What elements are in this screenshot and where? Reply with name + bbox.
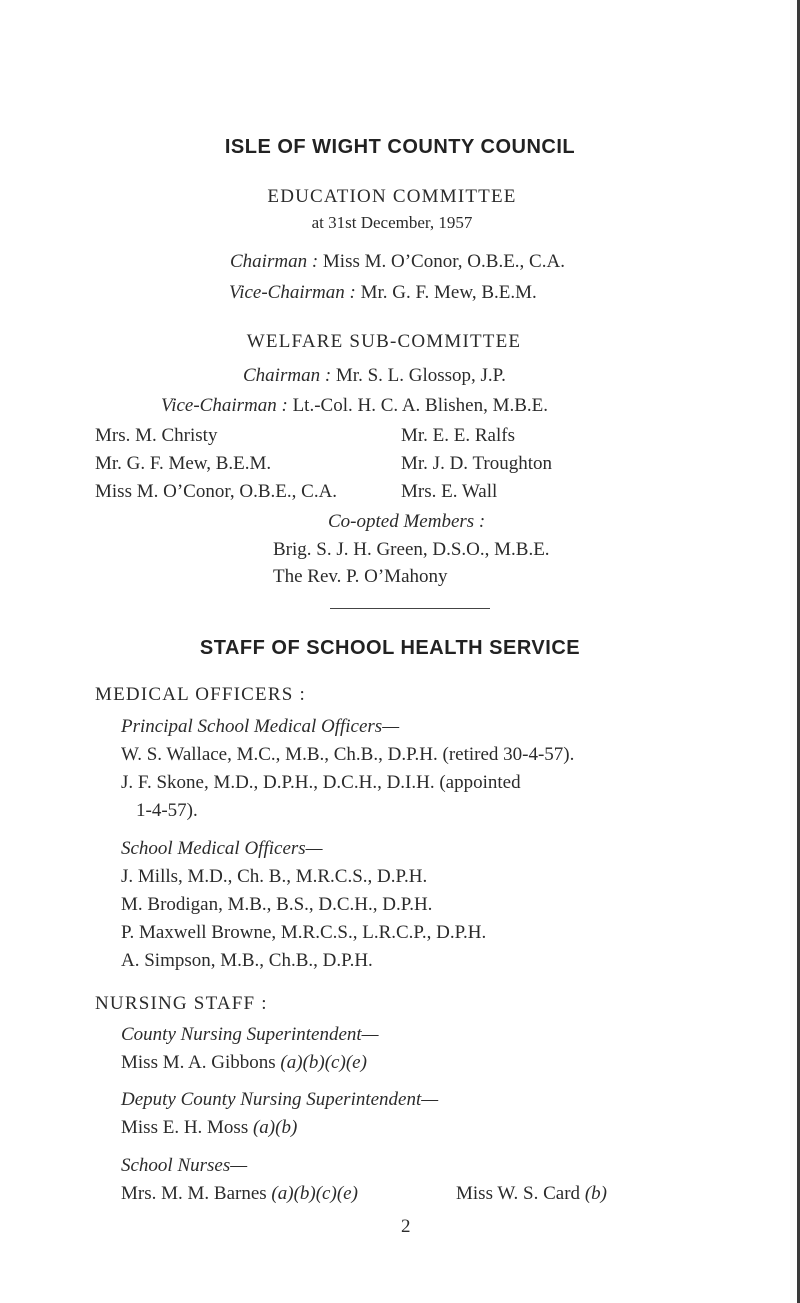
nurse-1-qualifications: (a)(b)(c)(e) bbox=[271, 1183, 358, 1204]
dcns-line bbox=[121, 1117, 297, 1139]
smo-2: M. Brodigan, M.B., B.S., D.C.H., D.P.H. bbox=[121, 894, 433, 915]
cns-line bbox=[121, 1052, 367, 1074]
principal-label: Principal School Medical Officers— bbox=[121, 716, 400, 737]
chairman-line bbox=[230, 251, 565, 273]
dcns-name: Miss E. H. Moss bbox=[121, 1117, 249, 1138]
welfare-chairman-label: Chairman : bbox=[243, 365, 332, 386]
nurse-2-qualifications: (b) bbox=[584, 1183, 607, 1204]
council-title: ISLE OF WIGHT COUNTY COUNCIL bbox=[224, 136, 576, 158]
member-right-2: Mr. J. D. Troughton bbox=[401, 453, 552, 474]
nurse-1-line bbox=[121, 1183, 358, 1205]
staff-title: STAFF OF SCHOOL HEALTH SERVICE bbox=[199, 637, 581, 659]
vice-chairman-line bbox=[229, 282, 537, 304]
principal-officer-2b: 1-4-57). bbox=[136, 800, 198, 821]
date-line: at 31st December, 1957 bbox=[311, 213, 473, 232]
member-left-3: Miss M. O’Conor, O.B.E., C.A. bbox=[95, 481, 338, 502]
smo-label: School Medical Officers— bbox=[121, 838, 323, 859]
cns-name: Miss M. A. Gibbons bbox=[121, 1052, 276, 1073]
chairman-label: Chairman : bbox=[230, 251, 319, 272]
member-left-2: Mr. G. F. Mew, B.E.M. bbox=[95, 453, 272, 474]
vice-chairman-name: Mr. G. F. Mew, B.E.M. bbox=[360, 282, 537, 303]
welfare-vice-chairman-name: Lt.-Col. H. C. A. Blishen, M.B.E. bbox=[292, 395, 549, 416]
cns-label: County Nursing Superintendent— bbox=[121, 1024, 379, 1045]
cns-qualifications: (a)(b)(c)(e) bbox=[280, 1052, 367, 1073]
coopted-member-2: The Rev. P. O’Mahony bbox=[273, 566, 448, 587]
welfare-chairman-line bbox=[243, 365, 506, 387]
nursing-heading: NURSING STAFF : bbox=[95, 993, 268, 1014]
welfare-chairman-name: Mr. S. L. Glossop, J.P. bbox=[335, 365, 506, 386]
nurse-2-name: Miss W. S. Card bbox=[456, 1183, 581, 1204]
member-left-1: Mrs. M. Christy bbox=[95, 425, 218, 446]
nurses-label: School Nurses— bbox=[121, 1155, 248, 1176]
committee-title: EDUCATION COMMITTEE bbox=[267, 186, 517, 207]
chairman-name: Miss M. O’Conor, O.B.E., C.A. bbox=[322, 251, 565, 272]
welfare-title: WELFARE SUB-COMMITTEE bbox=[246, 331, 522, 352]
smo-1: J. Mills, M.D., Ch. B., M.R.C.S., D.P.H. bbox=[121, 866, 428, 887]
dcns-label: Deputy County Nursing Superintendent— bbox=[121, 1089, 439, 1110]
principal-officer-2a: J. F. Skone, M.D., D.P.H., D.C.H., D.I.H. (appointed bbox=[121, 772, 521, 793]
welfare-vice-chairman-label: Vice-Chairman : bbox=[161, 395, 288, 416]
coopted-member-1: Brig. S. J. H. Green, D.S.O., M.B.E. bbox=[273, 539, 550, 560]
page-number: 2 bbox=[401, 1216, 411, 1237]
coopted-label: Co-opted Members : bbox=[328, 511, 486, 532]
principal-officer-1: W. S. Wallace, M.C., M.B., Ch.B., D.P.H. (retired 30-4-57). bbox=[121, 744, 575, 765]
welfare-vice-chairman-line bbox=[161, 395, 548, 417]
nurse-2-line bbox=[456, 1183, 607, 1205]
smo-3: P. Maxwell Browne, M.R.C.S., L.R.C.P., D.P.H. bbox=[121, 922, 487, 943]
section-divider bbox=[330, 608, 490, 609]
nurse-1-name: Mrs. M. M. Barnes bbox=[121, 1183, 267, 1204]
member-right-1: Mr. E. E. Ralfs bbox=[401, 425, 515, 446]
medical-heading: MEDICAL OFFICERS : bbox=[95, 684, 306, 705]
smo-4: A. Simpson, M.B., Ch.B., D.P.H. bbox=[121, 950, 373, 971]
vice-chairman-label: Vice-Chairman : bbox=[229, 282, 356, 303]
dcns-qualifications: (a)(b) bbox=[252, 1117, 298, 1138]
member-right-3: Mrs. E. Wall bbox=[401, 481, 498, 502]
